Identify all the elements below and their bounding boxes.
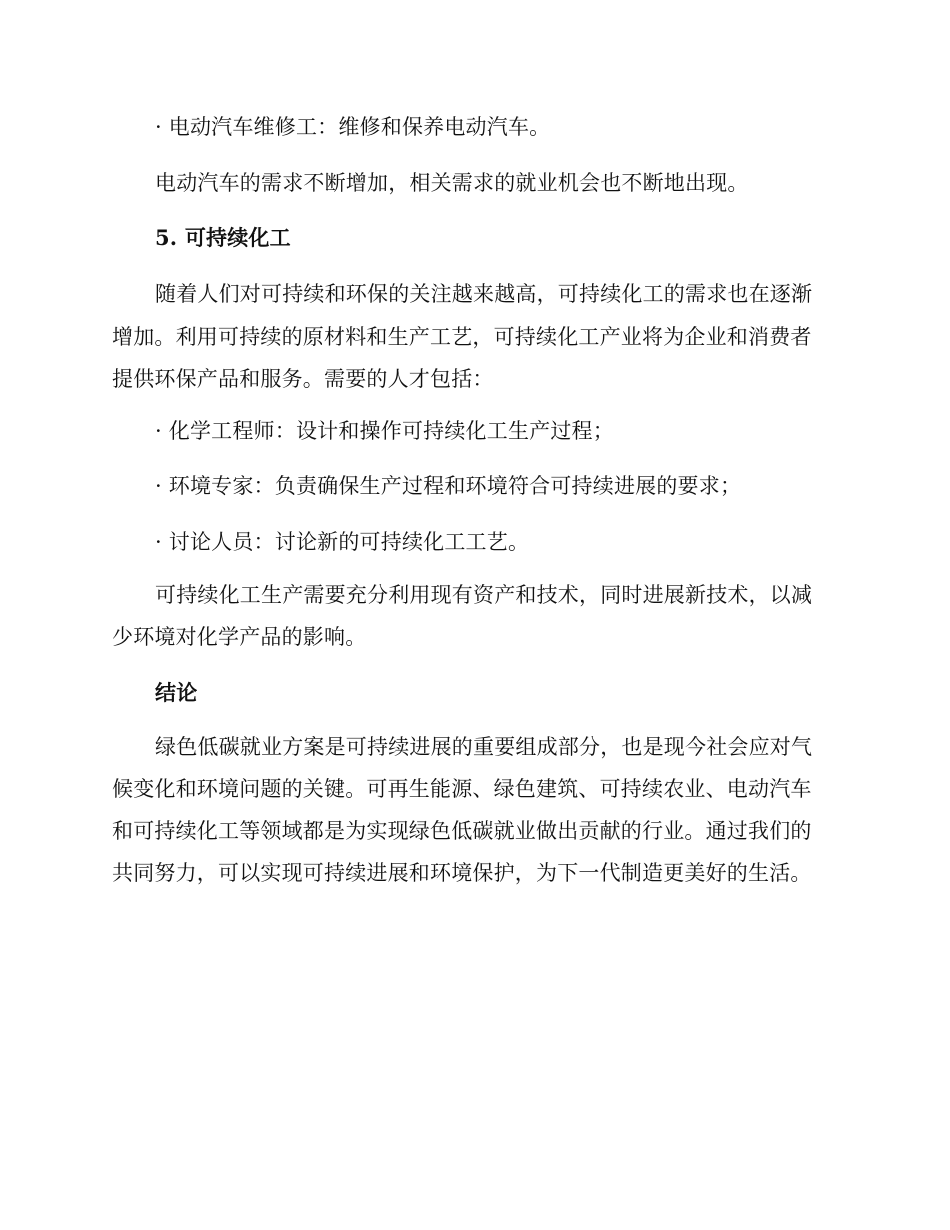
conclusion-line-3: 和可持续化工等领域都是为实现绿色低碳就业做出贡献的行业。通过我们的 bbox=[112, 819, 812, 843]
bullet-chemical-engineer: · 化学工程师：设计和操作可持续化工生产过程； bbox=[155, 419, 614, 443]
section-heading-conclusion: 结论 bbox=[155, 680, 198, 705]
conclusion-line-1: 绿色低碳就业方案是可持续进展的重要组成部分，也是现今社会应对气 bbox=[155, 735, 813, 759]
chem-intro-line-2: 增加。利用可持续的原材料和生产工艺，可持续化工产业将为企业和消费者 bbox=[112, 325, 812, 349]
bullet-environment-expert: · 环境专家：负责确保生产过程和环境符合可持续进展的要求； bbox=[155, 474, 742, 498]
chem-closing-line-1: 可持续化工生产需要充分利用现有资产和技术，同时进展新技术，以减 bbox=[155, 583, 813, 607]
conclusion-line-4: 共同努力，可以实现可持续进展和环境保护，为下一代制造更美好的生活。 bbox=[112, 861, 812, 885]
bullet-ev-repair: · 电动汽车维修工：维修和保养电动汽车。 bbox=[155, 115, 551, 139]
chem-closing-line-2: 少环境对化学产品的影响。 bbox=[112, 625, 367, 649]
section-heading-sustainable-chemistry: 5. 可持续化工 bbox=[155, 225, 291, 250]
ev-summary-paragraph: 电动汽车的需求不断增加，相关需求的就业机会也不断地出现。 bbox=[155, 171, 749, 195]
conclusion-line-2: 候变化和环境问题的关键。可再生能源、绿色建筑、可持续农业、电动汽车 bbox=[112, 777, 812, 801]
chem-intro-line-1: 随着人们对可持续和环保的关注越来越高，可持续化工的需求也在逐渐 bbox=[155, 282, 813, 306]
bullet-researcher: · 讨论人员：讨论新的可持续化工工艺。 bbox=[155, 530, 530, 554]
chem-intro-line-3: 提供环保产品和服务。需要的人才包括： bbox=[112, 367, 494, 391]
